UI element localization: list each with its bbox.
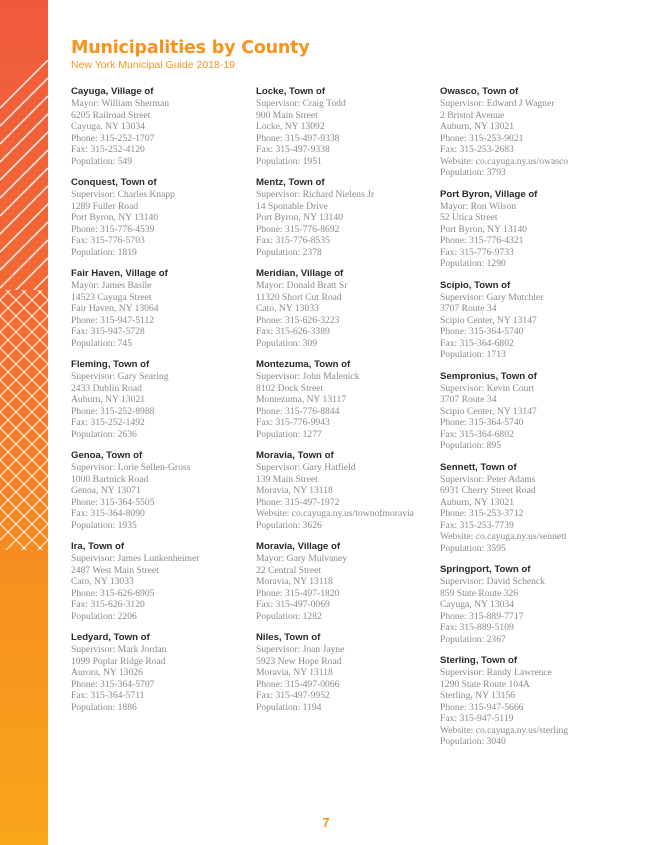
municipality-detail-line: Fax: 315-252-1492 (71, 417, 145, 428)
municipality-detail-line: 1099 Poplar Ridge Road (71, 655, 166, 667)
municipality-name: Meridian, Village of (256, 268, 344, 279)
municipality-detail-line: 1000 Bartnick Road (71, 473, 149, 485)
municipality-detail-line: Cayuga, NY 13034 (71, 121, 145, 132)
municipality-detail-line: Genoa, NY 13071 (71, 485, 141, 496)
municipality-detail-line: 8102 Dock Street (256, 382, 324, 394)
municipality-detail-line: Cayuga, NY 13034 (440, 599, 514, 610)
municipality-name: Cayuga, Village of (71, 86, 154, 97)
municipality-detail-line: 52 Utica Street (440, 212, 498, 223)
municipality-detail-line: Fax: 315-776-9943 (256, 417, 330, 428)
municipality-detail-line: Phone: 315-889-7717 (440, 610, 524, 622)
municipality-entry (256, 177, 436, 258)
municipality-detail-line: Phone: 315-947-5666 (440, 701, 524, 713)
municipality-detail-line: Fax: 315-252-4120 (71, 144, 145, 155)
municipality-detail-line: Population: 2636 (71, 428, 137, 440)
municipality-detail-line: Phone: 315-626-6905 (71, 587, 155, 599)
municipality-detail-line: Population: 549 (71, 155, 133, 167)
municipality-entry (71, 268, 251, 349)
municipality-detail-line: Supervisor: Gary Searing (71, 371, 169, 382)
municipality-detail-line: Supervisor: Edward J Wagner (440, 98, 555, 109)
municipality-name: Ledyard, Town of (71, 632, 150, 643)
municipality-detail-line: Sterling, NY 13156 (440, 690, 516, 701)
municipality-detail-line: Phone: 315-253-9021 (440, 132, 524, 144)
municipality-name: Fleming, Town of (71, 359, 150, 370)
municipality-detail-line: Fax: 315-364-5711 (71, 690, 145, 701)
municipality-detail-line: Population: 1194 (256, 701, 322, 713)
municipality-entry (256, 632, 436, 713)
municipality-detail-line: Fax: 315-889-5109 (440, 622, 514, 633)
municipality-entry (440, 189, 620, 270)
municipality-name: Montezuma, Town of (256, 359, 351, 370)
municipality-detail-line: 2433 Dublin Road (71, 382, 142, 394)
municipality-detail-line: Population: 1282 (256, 610, 322, 622)
municipality-detail-line: Phone: 315-776-8692 (256, 223, 340, 235)
municipality-name: Fair Haven, Village of (71, 268, 168, 279)
municipality-detail-line: Mayor: Ron Wilson (440, 200, 517, 212)
municipality-detail-line: Fax: 315-947-5728 (71, 326, 145, 337)
municipality-detail-line: Population: 1886 (71, 701, 137, 713)
municipality-detail-line: Population: 1951 (256, 155, 322, 167)
municipality-name: Owasco, Town of (440, 86, 519, 97)
municipality-detail-line: Phone: 315-252-8988 (71, 405, 155, 417)
municipality-detail-line: Phone: 315-364-5505 (71, 496, 155, 508)
municipality-detail-line: 3707 Route 34 (440, 394, 497, 405)
municipality-detail-line: Cato, NY 13033 (256, 303, 319, 314)
municipality-detail-line: Phone: 315-364-5740 (440, 417, 524, 428)
municipality-detail-line: Phone: 315-252-1707 (71, 132, 155, 144)
municipality-detail-line: 14523 Cayuga Street (71, 291, 152, 303)
municipality-detail-line: Population: 3595 (440, 542, 506, 554)
municipality-detail-line: Supervisor: Randy Lawrence (440, 667, 552, 678)
municipality-detail-line: Phone: 315-776-8844 (256, 405, 340, 417)
municipality-detail-line: Population: 3626 (256, 519, 322, 531)
municipality-detail-line: Fax: 315-626-3389 (256, 326, 330, 337)
municipality-name: Conquest, Town of (71, 177, 157, 188)
municipality-detail-line: Fax: 315-364-6802 (440, 428, 514, 440)
municipality-name: Sempronius, Town of (440, 370, 537, 382)
municipality-detail-line: Supervisor: John Malenick (256, 371, 360, 382)
page-header (71, 38, 310, 71)
municipality-detail-line: Auburn, NY 13021 (71, 394, 145, 405)
municipality-detail-line: 2 Bristol Avenue (440, 109, 505, 121)
municipality-detail-line: Phone: 315-364-5740 (440, 326, 524, 337)
municipality-name: Ira, Town of (71, 541, 125, 552)
municipality-detail-line: Population: 309 (256, 337, 318, 349)
municipality-entry (440, 462, 620, 555)
municipality-detail-line: 3707 Route 34 (440, 303, 497, 314)
municipality-detail-line: 22 Central Street (256, 564, 322, 576)
municipality-detail-line: Fax: 315-364-8090 (71, 508, 145, 519)
municipality-detail-line: Population: 745 (71, 337, 133, 349)
municipality-detail-line: Cato, NY 13033 (71, 576, 134, 587)
municipality-detail-line: Port Byron, NY 13140 (440, 223, 528, 235)
decorative-side-band (0, 0, 48, 845)
municipality-detail-line: Supervisor: Gary Hatfield (256, 462, 356, 473)
municipality-name: Sterling, Town of (440, 655, 518, 666)
municipality-name: Genoa, Town of (71, 450, 143, 461)
municipality-detail-line: Supervisor: Lorie Sellen-Gross (71, 462, 191, 473)
municipality-detail-line: Supervisor: Peter Adams (440, 473, 536, 485)
municipality-entry (71, 632, 251, 713)
municipality-detail-line: Phone: 315-497-1820 (256, 587, 340, 599)
municipality-detail-line: Port Byron, NY 13140 (256, 212, 344, 223)
municipality-detail-line: Fax: 315-253-2683 (440, 144, 514, 155)
municipality-name: Mentz, Town of (256, 177, 325, 188)
municipality-detail-line: Supervisor: James Lunkenheimer (71, 553, 200, 564)
page-title: Municipalities by County (71, 38, 310, 58)
municipality-detail-line: Population: 1713 (440, 349, 506, 360)
municipality-detail-line: Scipio Center, NY 13147 (440, 314, 537, 326)
municipality-detail-line: Moravia, NY 13118 (256, 576, 333, 587)
municipality-name: Sennett, Town of (440, 461, 517, 473)
municipality-detail-line: Population: 2378 (256, 246, 322, 258)
municipality-name: Locke, Town of (256, 86, 326, 97)
municipality-detail-line: Aurora, NY 13026 (71, 667, 143, 678)
municipality-name: Niles, Town of (256, 632, 321, 643)
diagonal-line-pattern (0, 0, 48, 845)
municipality-detail-line: Population: 1819 (71, 246, 137, 258)
page-subtitle: New York Municipal Guide 2018-19 (71, 59, 236, 71)
municipality-detail-line: Fax: 315-626-3120 (71, 599, 145, 610)
municipality-name: Moravia, Town of (256, 450, 334, 461)
municipality-detail-line: Fax: 315-947-5119 (440, 713, 514, 724)
municipality-detail-line: Mayor: Gary Mulvaney (256, 553, 348, 564)
municipality-entry (440, 371, 620, 452)
directory-column-3 (440, 86, 620, 758)
directory-column-2 (256, 86, 436, 723)
municipality-detail-line: 1290 State Route 104A (440, 678, 530, 690)
municipality-detail-line: Population: 1277 (256, 428, 322, 440)
municipality-detail-line: Fax: 315-776-8535 (256, 235, 330, 246)
municipality-detail-line: Mayor: William Sherman (71, 98, 170, 109)
municipality-detail-line: Phone: 315-626-3223 (256, 314, 340, 326)
municipality-detail-line: Supervisor: Craig Todd (256, 98, 346, 109)
municipality-detail-line: Population: 2367 (440, 633, 506, 645)
municipality-detail-line: Population: 895 (440, 440, 502, 451)
municipality-detail-line: Population: 3793 (440, 167, 506, 178)
municipality-detail-line: 11320 Short Cut Road (256, 291, 342, 303)
municipality-detail-line: Supervisor: Kevin Court (440, 382, 535, 394)
municipality-entry (71, 450, 251, 531)
municipality-detail-line: Phone: 315-947-5112 (71, 314, 155, 326)
municipality-detail-line: Auburn, NY 13021 (440, 496, 514, 508)
municipality-detail-line: 139 Main Street (256, 473, 318, 485)
municipality-detail-line: Locke, NY 13092 (256, 121, 325, 132)
municipality-detail-line: Population: 1935 (71, 519, 137, 531)
municipality-detail-line: Population: 1290 (440, 258, 506, 269)
municipality-entry (440, 86, 620, 179)
municipality-name: Springport, Town of (440, 564, 531, 575)
municipality-entry (256, 541, 436, 622)
municipality-entry (440, 564, 620, 645)
municipality-detail-line: 5923 New Hope Road (256, 655, 342, 667)
municipality-entry (71, 86, 251, 167)
municipality-detail-line: Website: co.cayuga.ny.us/sennett (440, 531, 567, 542)
municipality-detail-line: Fax: 315-253-7739 (440, 519, 514, 531)
municipality-detail-line: Fax: 315-776-5703 (71, 235, 145, 246)
municipality-detail-line: 6931 Cherry Street Road (440, 485, 536, 496)
municipality-detail-line: Supervisor: Richard Nielens Jr (256, 189, 375, 200)
municipality-detail-line: 859 State Route 326 (440, 587, 519, 599)
municipality-detail-line: 2487 West Main Street (71, 564, 159, 576)
municipality-detail-line: Montezuma, NY 13117 (256, 394, 347, 405)
municipality-entry (71, 541, 251, 622)
municipality-detail-line: Website: co.cayuga.ny.us/owasco (440, 155, 569, 167)
municipality-detail-line: Mayor: James Basile (71, 280, 152, 291)
municipality-detail-line: Phone: 315-364-5707 (71, 678, 155, 690)
municipality-detail-line: Supervisor: Charles Knapp (71, 189, 175, 200)
municipality-detail-line: Fax: 315-497-0069 (256, 599, 330, 610)
municipality-detail-line: Scipio Center, NY 13147 (440, 405, 537, 417)
municipality-entry (256, 359, 436, 440)
municipality-detail-line: Phone: 315-776-4539 (71, 223, 155, 235)
municipality-detail-line: Phone: 315-497-1972 (256, 496, 340, 508)
municipality-detail-line: Fax: 315-497-9338 (256, 144, 330, 155)
municipality-detail-line: Website: co.cayuga.ny.us/townofmoravia (256, 508, 414, 519)
municipality-name: Scipio, Town of (440, 279, 511, 291)
municipality-detail-line: 14 Sponable Drive (256, 200, 328, 212)
municipality-detail-line: Fax: 315-364-6802 (440, 337, 514, 349)
municipality-detail-line: 1289 Fuller Road (71, 200, 139, 212)
municipality-detail-line: Website: co.cayuga.ny.us/sterling (440, 724, 569, 736)
municipality-detail-line: Supervisor: Joan Jayne (256, 644, 345, 655)
directory-column-1 (71, 86, 251, 723)
municipality-detail-line: 6205 Railroad Street (71, 109, 151, 121)
municipality-detail-line: Port Byron, NY 13140 (71, 212, 159, 223)
municipality-name: Moravia, Village of (256, 541, 341, 552)
municipality-detail-line: Phone: 315-776-4321 (440, 235, 524, 246)
municipality-entry (256, 450, 436, 531)
municipality-entry (71, 359, 251, 440)
municipality-detail-line: Supervisor: David Schenck (440, 576, 545, 587)
municipality-entry (440, 655, 620, 748)
municipality-detail-line: Phone: 315-253-3712 (440, 508, 524, 519)
municipality-entry (71, 177, 251, 258)
municipality-detail-line: Phone: 315-497-9338 (256, 132, 340, 144)
municipality-detail-line: 900 Main Street (256, 109, 318, 121)
municipality-detail-line: Phone: 315-497-0066 (256, 678, 340, 690)
municipality-detail-line: Population: 3040 (440, 736, 506, 747)
municipality-detail-line: Auburn, NY 13021 (440, 121, 514, 132)
municipality-detail-line: Fax: 315-776-9733 (440, 246, 514, 258)
municipality-entry (256, 268, 436, 349)
municipality-name: Port Byron, Village of (440, 188, 538, 200)
municipality-detail-line: Fax: 315-497-9952 (256, 690, 330, 701)
municipality-detail-line: Fair Haven, NY 13064 (71, 303, 159, 314)
municipality-detail-line: Moravia, NY 13118 (256, 667, 333, 678)
municipality-entry (440, 280, 620, 361)
municipality-detail-line: Mayor: Donald Bratt Sr (256, 280, 348, 291)
municipality-detail-line: Moravia, NY 13118 (256, 485, 333, 496)
municipality-detail-line: Population: 2206 (71, 610, 137, 622)
page-number: 7 (322, 815, 330, 830)
municipality-detail-line: Supervisor: Mark Jordan (71, 644, 167, 655)
municipality-entry (256, 86, 436, 167)
municipality-detail-line: Supervisor: Gary Mutchler (440, 291, 544, 303)
